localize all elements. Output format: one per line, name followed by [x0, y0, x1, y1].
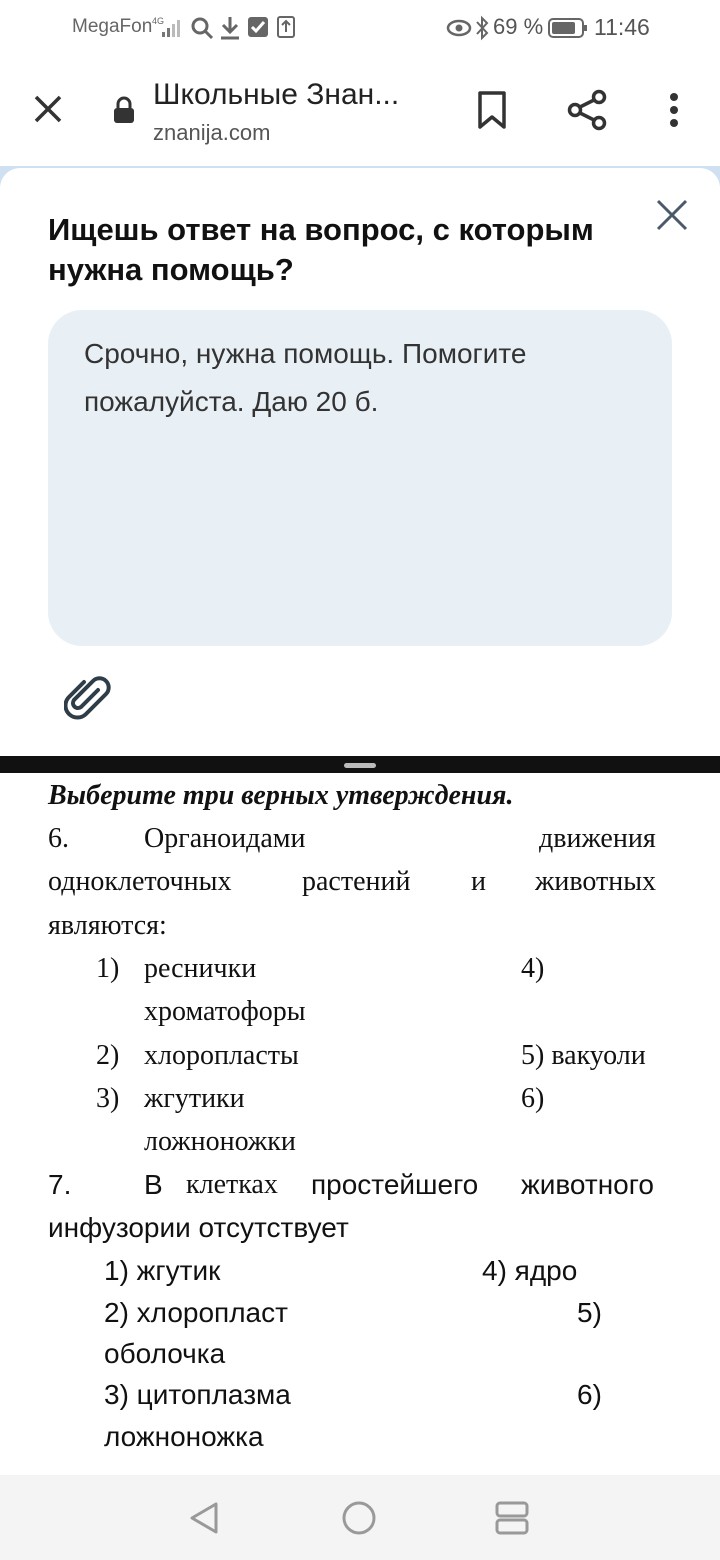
q6-word: движения: [539, 823, 656, 854]
q6-word: и: [471, 866, 486, 897]
option-number: 6): [577, 1379, 602, 1410]
option-number: 6): [521, 1083, 545, 1114]
option-text: реснички: [144, 953, 257, 984]
more-options-icon[interactable]: [666, 92, 682, 130]
option-text: 1) жгутик: [104, 1255, 221, 1286]
option-text: 5) вакуоли: [521, 1040, 646, 1071]
close-icon[interactable]: [32, 93, 64, 125]
option-text: ложноножка: [104, 1421, 264, 1452]
q6-word: являются:: [48, 910, 167, 941]
option-number: 1): [96, 953, 120, 984]
option-number: 4): [521, 953, 545, 984]
carrier-label: MegaFon: [72, 16, 153, 37]
clock: 11:46: [594, 14, 650, 40]
page-url[interactable]: znanija.com: [153, 120, 271, 145]
bluetooth-icon: [474, 15, 490, 41]
option-number: 3): [96, 1083, 120, 1114]
network-label: 4G: [152, 16, 165, 26]
doc-instruction: Выберите три верных утверждения.: [48, 780, 514, 811]
saved-icon: [247, 16, 269, 38]
bookmark-icon[interactable]: [476, 90, 508, 130]
q7-word: животного: [521, 1169, 654, 1200]
download-icon: [218, 15, 242, 41]
q6-number: 6.: [48, 823, 69, 854]
q6-word: растений: [302, 866, 411, 897]
q6-word: животных: [535, 866, 657, 897]
status-bar: [0, 0, 720, 56]
back-nav-icon[interactable]: [186, 1500, 222, 1536]
home-nav-icon[interactable]: [340, 1499, 378, 1537]
option-text: 4) ядро: [482, 1255, 578, 1286]
upload-icon: [276, 15, 296, 39]
card-heading: Ищешь ответ на вопрос, с которым нужна помощь?: [48, 212, 594, 287]
q6-word: одноклеточных: [48, 866, 232, 897]
option-text: 2) хлоропласт: [104, 1297, 288, 1328]
browser-toolbar: [0, 56, 720, 167]
recents-nav-icon[interactable]: [494, 1499, 530, 1537]
divider-handle[interactable]: [344, 763, 376, 768]
q7-word: простейшего: [311, 1169, 479, 1200]
lock-icon: [112, 95, 136, 125]
page-title[interactable]: Школьные Знан...: [153, 78, 400, 111]
q6-word: Органоидами: [144, 823, 306, 854]
option-number: 5): [577, 1297, 602, 1328]
battery-percent: 69 %: [493, 14, 544, 39]
eye-comfort-icon: [446, 18, 472, 38]
question-text[interactable]: Срочно, нужна помощь. Помогите пожалуйста. Даю 20 б.: [84, 338, 527, 417]
option-text: хроматофоры: [144, 996, 306, 1027]
attach-icon[interactable]: [64, 676, 112, 720]
option-text: ложноножки: [144, 1126, 296, 1157]
option-text: 3) цитоплазма: [104, 1379, 291, 1410]
signal-icon: [160, 18, 186, 38]
option-text: жгутики: [144, 1083, 245, 1114]
share-icon[interactable]: [566, 89, 608, 131]
q7-number: 7.: [48, 1169, 72, 1200]
option-number: 2): [96, 1040, 120, 1071]
q7-word: клетках: [186, 1169, 278, 1200]
option-text: хлоропласты: [144, 1040, 299, 1071]
battery-icon: [548, 17, 588, 39]
q7-word: В: [144, 1169, 163, 1200]
option-text: оболочка: [104, 1338, 226, 1369]
search-icon: [190, 16, 214, 40]
q7-word: инфузории отсутствует: [48, 1212, 349, 1243]
